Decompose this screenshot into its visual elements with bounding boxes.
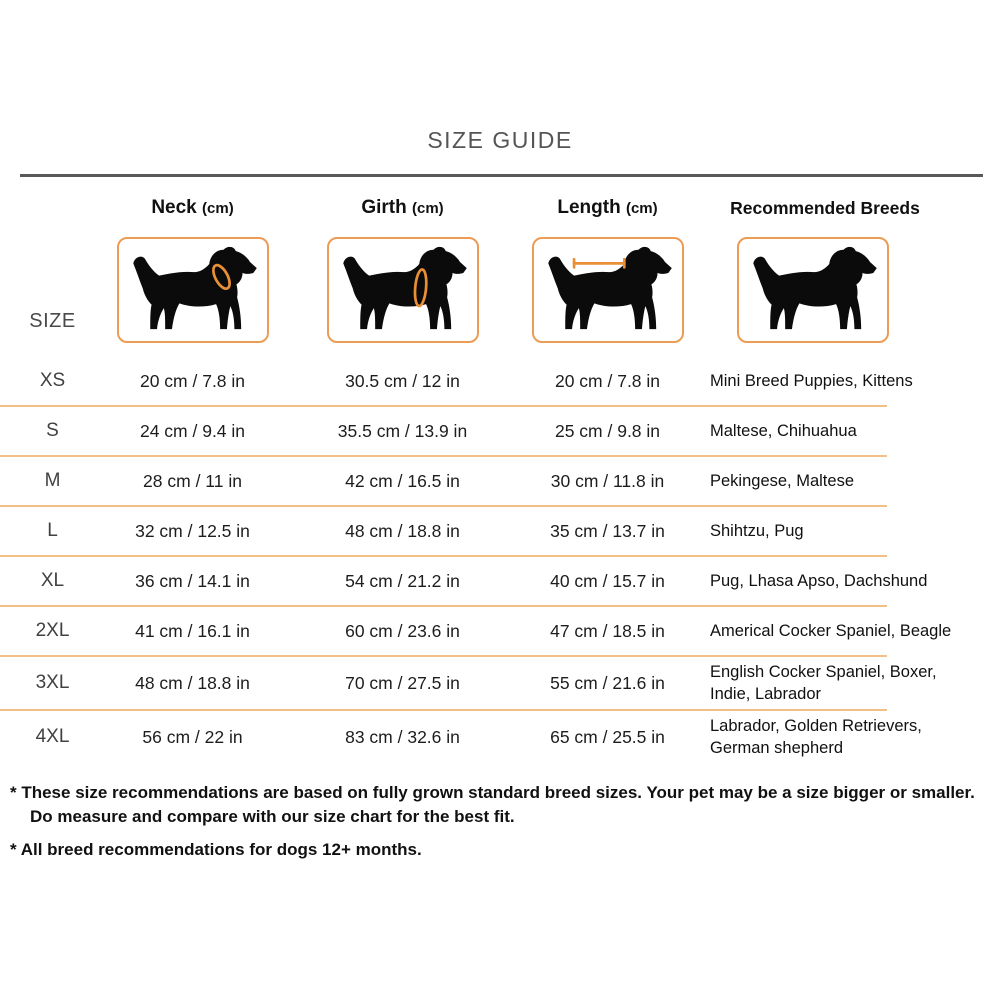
neck-cell: 28 cm / 11 in xyxy=(143,470,242,491)
table-row xyxy=(20,559,1000,603)
row-divider xyxy=(0,405,887,407)
girth-cell: 42 cm / 16.5 in xyxy=(345,470,460,491)
footnote-line: * These size recommendations are based on fully grown standard breed sizes. Your pet may be a size bigger or smaller. xyxy=(10,783,975,802)
footnotes xyxy=(10,781,976,862)
column-label: Neck xyxy=(151,197,197,218)
girth-cell: 60 cm / 23.6 in xyxy=(345,620,460,641)
footnote-line: Do measure and compare with our size chart for the best fit. xyxy=(30,807,515,826)
neck-cell: 56 cm / 22 in xyxy=(142,726,243,747)
table-row xyxy=(20,409,1000,453)
length-cell: 35 cm / 13.7 in xyxy=(550,520,665,541)
row-divider xyxy=(0,555,887,557)
neck-cell: 32 cm / 12.5 in xyxy=(135,520,250,541)
column-unit: (cm) xyxy=(202,200,234,217)
girth-cell: 35.5 cm / 13.9 in xyxy=(337,420,468,441)
size-cell: 4XL xyxy=(35,726,70,747)
column-unit: (cm) xyxy=(625,200,658,217)
table-row xyxy=(20,359,1000,403)
footnote-size-disclaimer xyxy=(10,781,976,829)
neck-cell: 48 cm / 18.8 in xyxy=(135,672,250,693)
breeds-cell: Labrador, Golden Retrievers, German shepherd xyxy=(710,717,922,757)
size-cell: M xyxy=(44,470,61,491)
breeds-cell: Americal Cocker Spaniel, Beagle xyxy=(710,622,952,640)
length-cell: 40 cm / 15.7 in xyxy=(550,570,665,591)
table-row xyxy=(20,659,1000,707)
length-cell: 55 cm / 21.6 in xyxy=(550,672,665,693)
row-divider xyxy=(0,455,887,457)
row-divider xyxy=(0,605,887,607)
column-header-length xyxy=(505,197,710,219)
column-label: Girth xyxy=(361,197,407,218)
dog-neck-measure-icon xyxy=(117,237,269,343)
table-row xyxy=(20,609,1000,653)
breeds-cell: Maltese, Chihuahua xyxy=(710,422,857,440)
girth-cell: 70 cm / 27.5 in xyxy=(345,672,460,693)
column-header-neck xyxy=(85,197,300,219)
length-cell: 47 cm / 18.5 in xyxy=(550,620,665,641)
girth-cell: 83 cm / 32.6 in xyxy=(345,726,460,747)
size-cell: 3XL xyxy=(35,672,70,693)
length-measure-arrow xyxy=(574,259,624,267)
size-cell: L xyxy=(47,520,58,541)
row-divider xyxy=(0,709,887,711)
size-table-body xyxy=(0,359,1000,761)
column-header-row xyxy=(20,177,1000,235)
column-unit: (cm) xyxy=(412,200,444,217)
breeds-cell: Pug, Lhasa Apso, Dachshund xyxy=(710,572,928,590)
size-cell: XL xyxy=(40,570,65,591)
length-cell: 65 cm / 25.5 in xyxy=(550,726,665,747)
girth-cell: 54 cm / 21.2 in xyxy=(345,570,460,591)
page-title: SIZE GUIDE xyxy=(427,127,573,153)
column-header-girth xyxy=(300,197,505,219)
neck-cell: 36 cm / 14.1 in xyxy=(135,570,250,591)
breeds-cell: Pekingese, Maltese xyxy=(710,472,854,490)
dog-length-measure-icon xyxy=(532,237,684,343)
neck-cell: 41 cm / 16.1 in xyxy=(135,620,250,641)
length-cell: 20 cm / 7.8 in xyxy=(554,370,661,391)
girth-cell: 30.5 cm / 12 in xyxy=(345,370,460,391)
size-cell: 2XL xyxy=(35,620,70,641)
table-row xyxy=(20,713,1000,761)
length-cell: 30 cm / 11.8 in xyxy=(550,470,665,491)
size-axis-label: SIZE xyxy=(29,310,76,332)
table-row xyxy=(20,509,1000,553)
dog-illustration-row xyxy=(20,237,1000,343)
dog-girth-measure-icon xyxy=(327,237,479,343)
row-divider xyxy=(0,655,887,657)
footnote-line: * All breed recommendations for dogs 12+ months. xyxy=(10,840,422,859)
neck-cell: 24 cm / 9.4 in xyxy=(139,420,246,441)
length-cell: 25 cm / 9.8 in xyxy=(554,420,661,441)
size-cell: S xyxy=(46,420,59,441)
breeds-cell: Shihtzu, Pug xyxy=(710,522,804,540)
breeds-cell: English Cocker Spaniel, Boxer, Indie, Labrador xyxy=(710,663,937,703)
girth-cell: 48 cm / 18.8 in xyxy=(345,520,460,541)
breeds-cell: Mini Breed Puppies, Kittens xyxy=(710,372,913,390)
table-row xyxy=(20,459,1000,503)
column-header-breeds: Recommended Breeds xyxy=(730,197,920,218)
size-cell: XS xyxy=(39,370,66,391)
column-label: Length xyxy=(557,197,621,218)
neck-cell: 20 cm / 7.8 in xyxy=(139,370,246,391)
row-divider xyxy=(0,505,887,507)
footnote-age-disclaimer xyxy=(10,838,976,862)
dog-icon xyxy=(737,237,889,343)
